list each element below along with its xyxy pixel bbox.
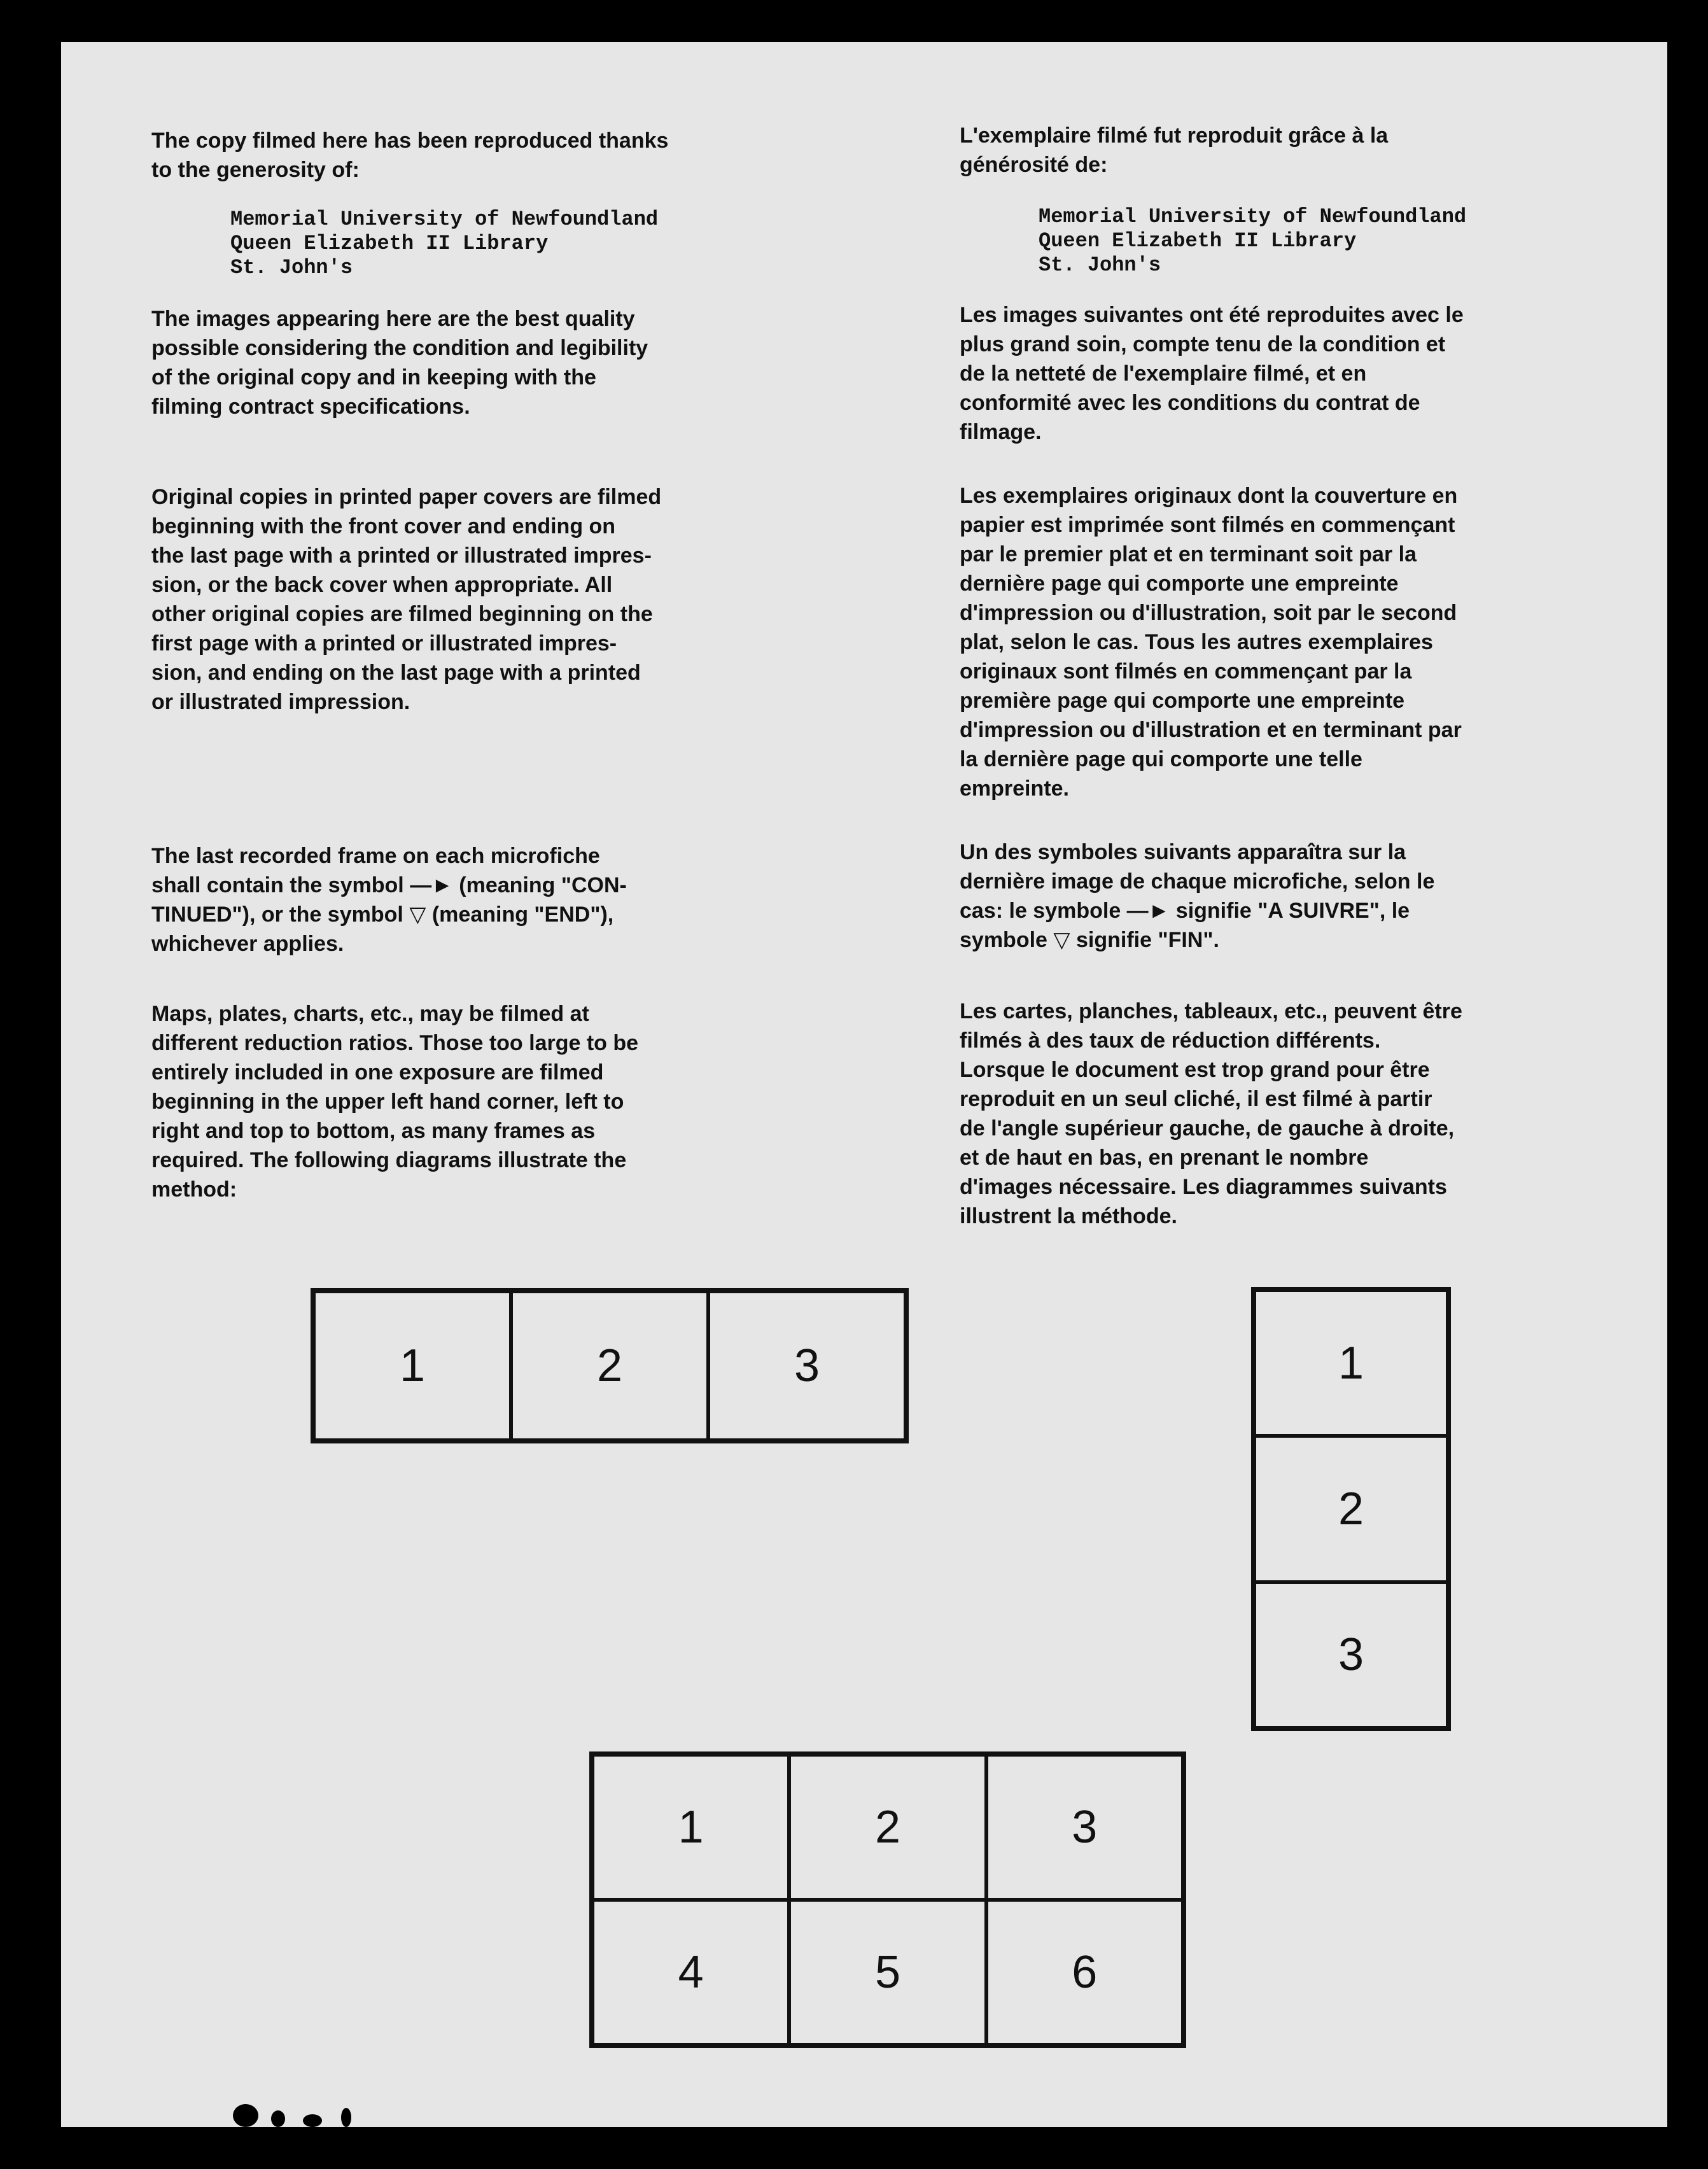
english-quality-paragraph: The images appearing here are the best quality possible considering the condition and legibility of the original copy and in keeping with the filming contract specifications. [151,307,648,419]
scan-speck [341,2108,351,2127]
french-quality-paragraph: Les images suivantes ont été reproduites avec le plus grand soin, compte tenu de la condition et de la netteté de l'exemplaire filmé, et en conformité avec les conditions du contrat de filmage. [960,303,1464,444]
french-maps-paragraph: Les cartes, planches, tableaux, etc., peuvent être filmés à des taux de réduction différents. Lorsque le document est trop grand pour être reproduit en un seul cliché, il est filmé à partir de l'angle supérieur gauche, de gauche à droite, et de haut en bas, en prenant le nombre d'images nécessaire. Les diagrammes suivants illustrent la méthode. [960,999,1462,1228]
frame-cell: 3 [986,1755,1183,1900]
scan-speck [271,2110,285,2127]
french-symbols-paragraph: Un des symboles suivants apparaîtra sur la dernière image de chaque microfiche, selon le cas: le symbole —► signifie "A SUIVRE", le symbole ▽ signifie "FIN". [960,840,1435,952]
english-institution: Memorial University of Newfoundland Queen Elizabeth II Library St. John's [230,207,659,279]
grid-frame-diagram [589,1751,1186,2048]
frame-cell: 1 [1254,1290,1448,1436]
scan-speck [233,2104,258,2127]
vertical-frame-diagram [1251,1287,1451,1731]
frame-cell: 1 [314,1291,511,1440]
frame-cell: 1 [592,1755,789,1900]
english-thanks: The copy filmed here has been reproduced thanks to the generosity of: [151,129,669,182]
frame-cell: 2 [1254,1436,1448,1582]
english-symbols-paragraph: The last recorded frame on each microfiche shall contain the symbol —► (meaning "CON- TINUED"), or the symbol ▽ (meaning "END"), whichever applies. [151,844,627,956]
french-institution: Memorial University of Newfoundland Queen Elizabeth II Library St. John's [1039,205,1467,277]
french-covers-paragraph: Les exemplaires originaux dont la couverture en papier est imprimée sont filmés en commençant par le premier plat et en terminant soit par la dernière page qui comporte une empreinte d'impression ou d'illustration, soit par le second plat, selon le cas. Tous les autres exemplaires originaux sont filmés en commençant par la première page qui comporte une empreinte d'impression ou d'illustration et en terminant par la dernière page qui comporte une telle empreinte. [960,484,1462,801]
frame-cell: 2 [511,1291,708,1440]
french-thanks: L'exemplaire filmé fut reproduit grâce à la générosité de: [960,123,1389,177]
frame-cell: 3 [1254,1582,1448,1728]
frame-cell: 2 [789,1755,986,1900]
frame-cell: 6 [986,1900,1183,2045]
scan-speck [303,2114,322,2127]
horizontal-frame-diagram [311,1288,909,1443]
microfiche-target-page [61,42,1667,2127]
frame-cell: 3 [708,1291,906,1440]
english-covers-paragraph: Original copies in printed paper covers are filmed beginning with the front cover and ending on the last page with a printed or illustrated impres- sion, or the back cover when appropriate. All other original copies are filmed beginning on the first page with a printed or illustrated impres- sion, and ending on the last page with a printed or illustrated impression. [151,485,662,714]
english-maps-paragraph: Maps, plates, charts, etc., may be filmed at different reduction ratios. Those too large to be entirely included in one exposure are filmed beginning in the upper left hand corner, left to right and top to bottom, as many frames as required. The following diagrams illustrate the method: [151,1002,639,1202]
frame-cell: 4 [592,1900,789,2045]
frame-cell: 5 [789,1900,986,2045]
